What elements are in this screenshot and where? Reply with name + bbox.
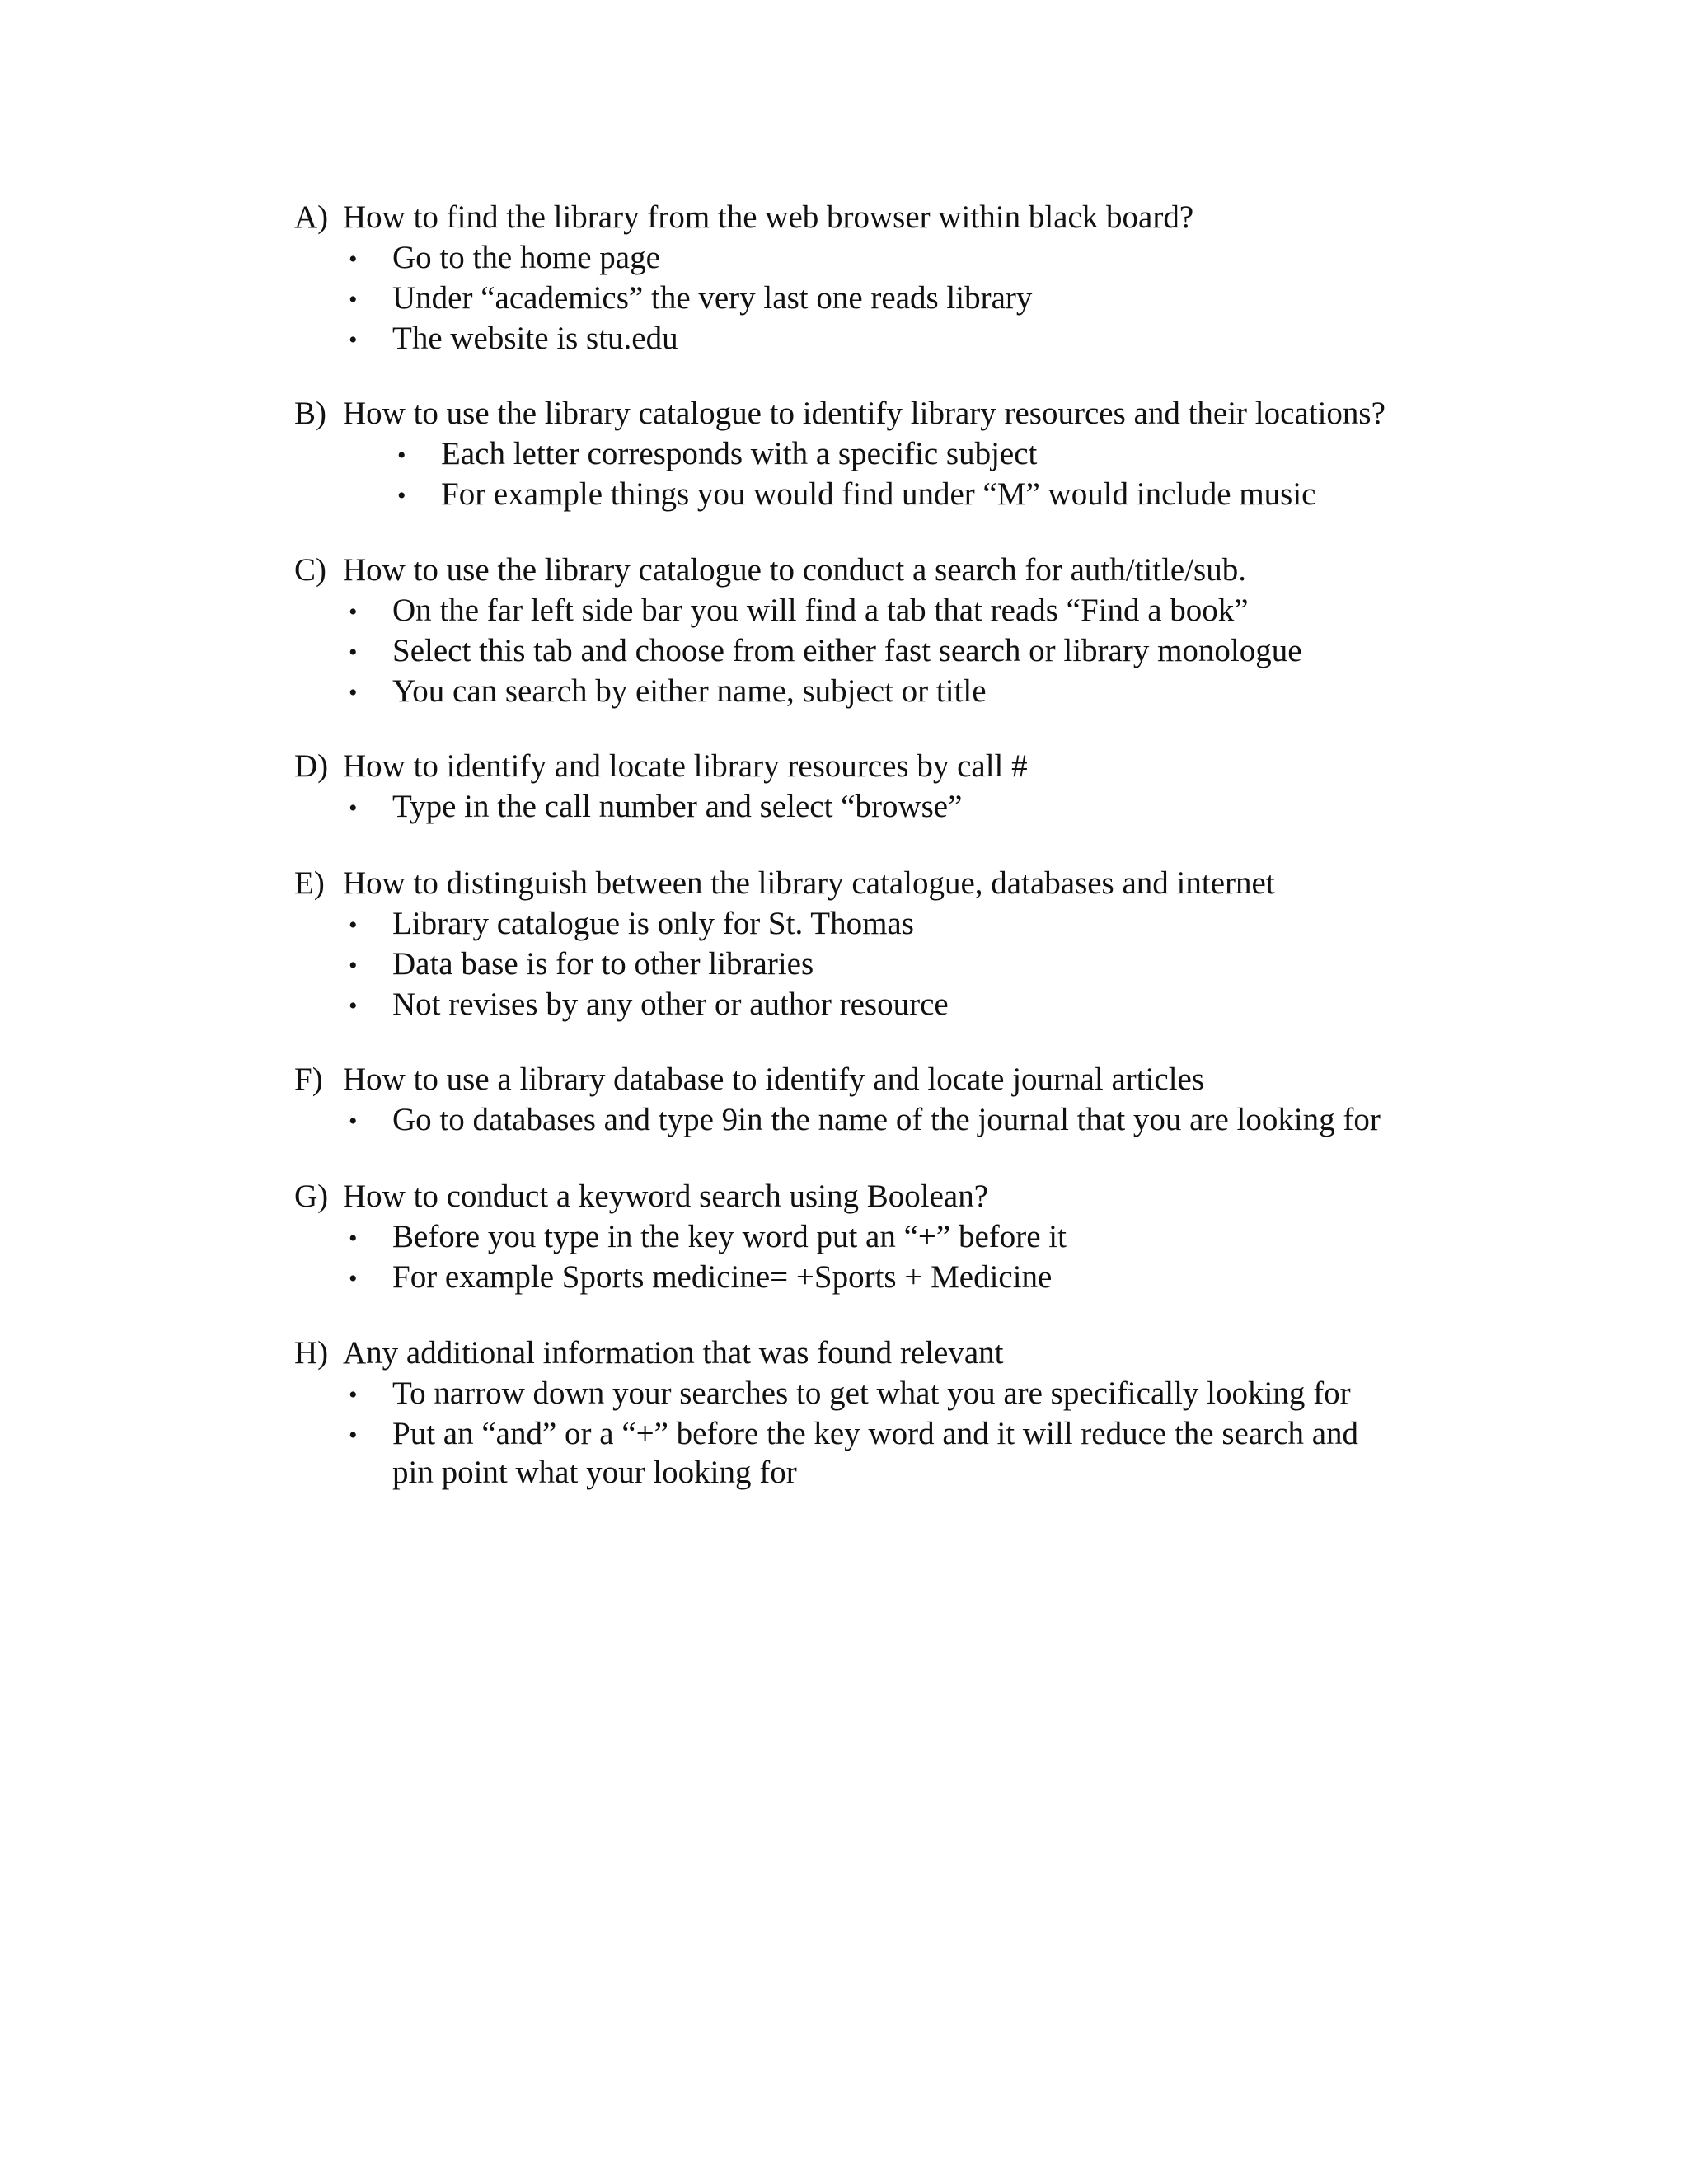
bullet-icon: • [349,1381,358,1408]
list-item: Go to databases and type 9in the name of the journal that you are looking for [392,1102,1381,1137]
list-item: Not revises by any other or author resource [392,987,949,1022]
section-letter: D) [294,748,329,784]
section-question: How to distinguish between the library catalogue, databases and internet [343,865,1275,901]
section-letter: E) [294,865,325,901]
list-item: Under “academics” the very last one reads library [392,280,1033,316]
section-letter: G) [294,1179,329,1214]
section-letter: H) [294,1335,329,1371]
list-item: Select this tab and choose from either fast search or library monologue [392,633,1302,668]
section-letter: B) [294,396,326,431]
bullet-icon: • [397,482,406,509]
bullet-icon: • [349,246,358,273]
section-question: How to use the library catalogue to identify library resources and their locations? [343,396,1386,431]
bullet-icon: • [349,1108,358,1135]
bullet-icon: • [349,286,358,313]
list-item: For example Sports medicine= +Sports + Medicine [392,1259,1053,1295]
bullet-icon: • [349,326,358,354]
list-item: The website is stu.edu [392,321,678,356]
bullet-icon: • [349,1225,358,1252]
list-item: Before you type in the key word put an “+” before it [392,1219,1067,1254]
section-question: How to conduct a keyword search using Boolean? [343,1179,989,1214]
section-question: How to identify and locate library resources by call # [343,748,1028,784]
bullet-icon: • [349,952,358,979]
bullet-icon: • [349,1422,358,1449]
list-item: Put an “and” or a “+” before the key word and it will reduce the search and [392,1416,1358,1451]
list-item: On the far left side bar you will find a tab that reads “Find a book” [392,593,1249,628]
list-item: You can search by either name, subject or title [392,673,987,709]
list-item-continuation: pin point what your looking for [392,1455,797,1490]
bullet-icon: • [349,1265,358,1292]
bullet-icon: • [349,639,358,666]
section-question: How to find the library from the web browser within black board? [343,199,1194,235]
section-letter: C) [294,552,326,588]
bullet-icon: • [397,442,406,469]
section-letter: A) [294,199,329,235]
list-item: Go to the home page [392,240,660,275]
bullet-icon: • [349,679,358,706]
list-item: Library catalogue is only for St. Thomas [392,906,914,941]
list-item: For example things you would find under “M” would include music [441,476,1316,512]
section-letter: F) [294,1062,323,1097]
section-question: Any additional information that was found relevant [343,1335,1004,1371]
list-item: Each letter corresponds with a specific subject [441,436,1038,471]
section-question: How to use the library catalogue to conduct a search for auth/title/sub. [343,552,1246,588]
bullet-icon: • [349,912,358,939]
bullet-icon: • [349,992,358,1019]
list-item: To narrow down your searches to get what you are specifically looking for [392,1376,1351,1411]
section-question: How to use a library database to identify and locate journal articles [343,1062,1205,1097]
bullet-icon: • [349,598,358,626]
bullet-icon: • [349,794,358,822]
list-item: Type in the call number and select “browse” [392,789,963,824]
list-item: Data base is for to other libraries [392,946,814,982]
